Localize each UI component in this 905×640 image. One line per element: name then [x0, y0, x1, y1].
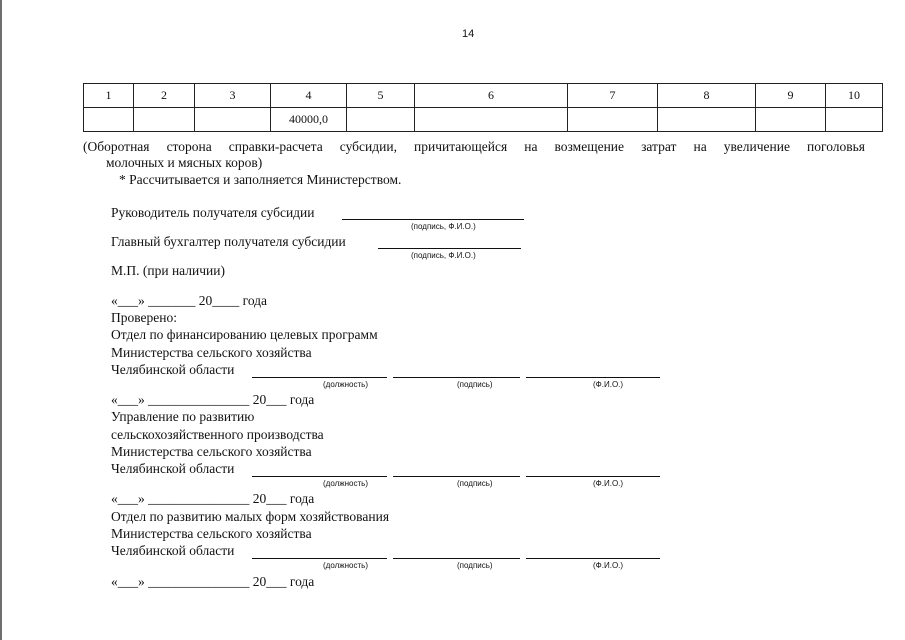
dept3-signature-caption: (подпись)	[457, 561, 493, 570]
table-cell	[756, 108, 826, 132]
date-line: «___» _______ 20____ года	[111, 293, 268, 308]
table-header-cell: 3	[195, 84, 271, 108]
dept2-name-caption: (Ф.И.О.)	[593, 479, 624, 488]
dept2-signature-line	[393, 476, 520, 477]
accountant-signature-line	[378, 248, 521, 249]
dept3-line: Челябинской области	[111, 543, 235, 558]
table-cell	[568, 108, 658, 132]
table-header-cell: 6	[415, 84, 568, 108]
dept1-line: Челябинской области	[111, 362, 235, 377]
page-number: 14	[462, 28, 475, 40]
table-header-cell: 8	[658, 84, 756, 108]
accountant-signature-caption: (подпись, Ф.И.О.)	[411, 251, 476, 260]
page-left-edge	[0, 0, 2, 640]
table-cell	[195, 108, 271, 132]
dept3-line: Министерства сельского хозяйства	[111, 526, 312, 541]
dept2-position-line	[252, 476, 387, 477]
dept1-signature-line	[393, 377, 520, 378]
dept2-line: сельскохозяйственного производства	[111, 427, 324, 442]
data-table	[83, 83, 883, 132]
table-cell	[134, 108, 195, 132]
dept2-date-line: «___» _______________ 20___ года	[111, 491, 315, 506]
table-cell	[826, 108, 883, 132]
dept2-line: Челябинской области	[111, 461, 235, 476]
dept1-signature-caption: (подпись)	[457, 380, 493, 389]
dept2-signature-caption: (подпись)	[457, 479, 493, 488]
accountant-signature-label: Главный бухгалтер получателя субсидии	[111, 234, 346, 249]
dept3-position-caption: (должность)	[323, 561, 368, 570]
dept2-line: Министерства сельского хозяйства	[111, 444, 312, 459]
table-cell	[658, 108, 756, 132]
reverse-side-note-cont: молочных и мясных коров)	[106, 155, 263, 170]
table-row	[84, 108, 883, 132]
table-header-cell: 1	[84, 84, 134, 108]
dept1-position-caption: (должность)	[323, 380, 368, 389]
dept1-position-line	[252, 377, 387, 378]
table-header-cell: 5	[347, 84, 415, 108]
dept2-position-caption: (должность)	[323, 479, 368, 488]
dept2-name-line	[526, 476, 660, 477]
table-cell	[415, 108, 568, 132]
head-signature-label: Руководитель получателя субсидии	[111, 205, 315, 220]
dept3-name-line	[526, 558, 660, 559]
table-cell: 40000,0	[271, 108, 347, 132]
dept3-name-caption: (Ф.И.О.)	[593, 561, 624, 570]
reverse-side-note: (Оборотная сторона справки-расчета субсидии, причитающейся на возмещение затрат на увеличение поголовья	[83, 139, 865, 154]
dept3-date-line: «___» _______________ 20___ года	[111, 574, 315, 589]
table-cell	[347, 108, 415, 132]
table-cell	[84, 108, 134, 132]
head-signature-caption: (подпись, Ф.И.О.)	[411, 222, 476, 231]
head-signature-line	[342, 219, 524, 220]
dept1-date-line: «___» _______________ 20___ года	[111, 392, 315, 407]
dept1-name-caption: (Ф.И.О.)	[593, 380, 624, 389]
dept1-line: Отдел по финансированию целевых программ	[111, 327, 378, 342]
dept3-line: Отдел по развитию малых форм хозяйствования	[111, 509, 390, 524]
table-header-cell: 9	[756, 84, 826, 108]
table-header-row	[84, 84, 883, 108]
dept3-position-line	[252, 558, 387, 559]
dept1-name-line	[526, 377, 660, 378]
table-header-cell: 7	[568, 84, 658, 108]
checked-label: Проверено:	[111, 310, 178, 325]
table-header-cell: 2	[134, 84, 195, 108]
table-header-cell: 4	[271, 84, 347, 108]
dept1-line: Министерства сельского хозяйства	[111, 345, 312, 360]
stamp-label: М.П. (при наличии)	[111, 263, 225, 278]
dept3-signature-line	[393, 558, 520, 559]
asterisk-note: * Рассчитывается и заполняется Министерством.	[119, 172, 402, 187]
table-header-cell: 10	[826, 84, 883, 108]
dept2-line: Управление по развитию	[111, 409, 255, 424]
